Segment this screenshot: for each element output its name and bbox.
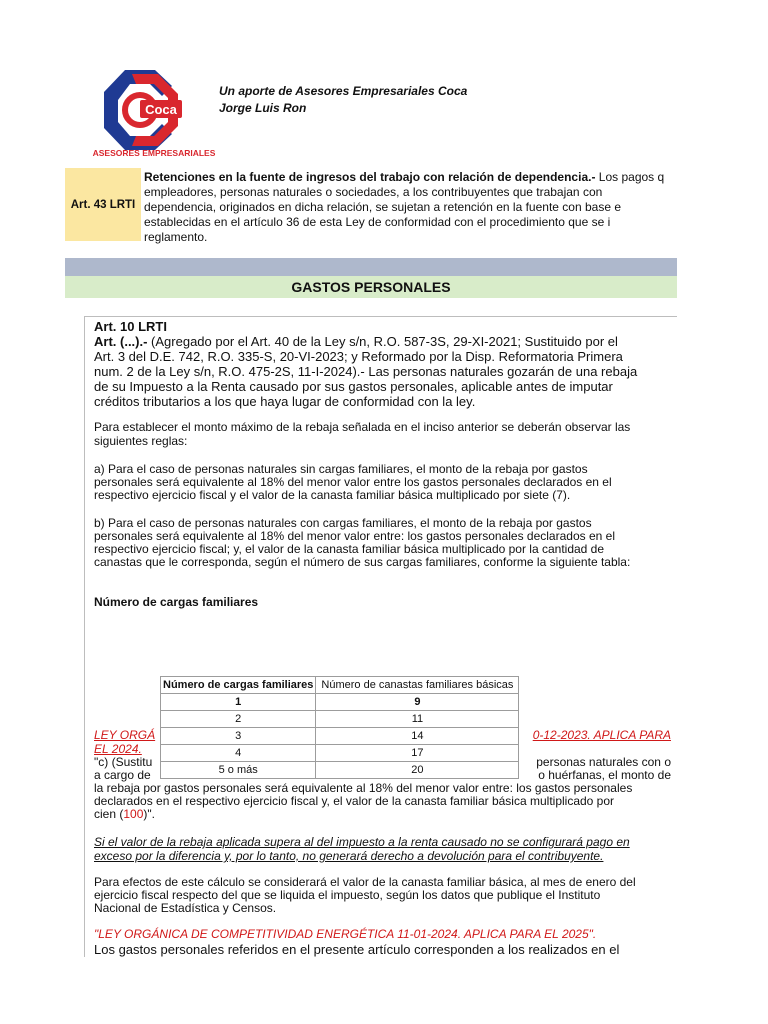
section-divider-bar bbox=[65, 258, 677, 276]
si-line-1: Si el valor de la rebaja aplicada supera al del impuesto a la renta causado no se configurará pago en bbox=[94, 835, 630, 849]
art10-line-1-rest: (Agregado por el Art. 40 de la Ley s/n, R.O. 587-3S, 29-XI-2021; Sustituido por el bbox=[147, 334, 618, 349]
efectos-line-1: Para efectos de este cálculo se considerará el valor de la canasta familiar básica, al mes de enero del bbox=[94, 875, 636, 889]
table-header-cargas: Número de cargas familiares bbox=[161, 677, 316, 694]
reglas-line-2: siguientes reglas: bbox=[94, 434, 188, 448]
table-cell-cargas: 2 bbox=[161, 711, 316, 728]
table-cell-cargas: 4 bbox=[161, 745, 316, 762]
table-cell-canastas: 20 bbox=[316, 762, 519, 779]
art10-line-1 bbox=[94, 335, 670, 350]
rule-a-line-2: personales será equivalente al 18% del menor valor entre los gastos personales declarados en el bbox=[94, 475, 612, 489]
art10-line-5: créditos tributarios a los que haya lugar de conformidad con la ley. bbox=[94, 394, 476, 409]
logo-caption: ASESORES EMPRESARIALES bbox=[92, 148, 216, 158]
rule-c-line-3: la rebaja por gastos personales será equivalente al 18% del menor valor entre: los gastos personales bbox=[94, 781, 633, 795]
si-line-2: exceso por la diferencia y, por lo tanto, no generará derecho a devolución para el contribuyente. bbox=[94, 849, 604, 863]
cargas-familiares-table bbox=[160, 676, 519, 779]
art43-line-1-rest: Los pagos q bbox=[595, 170, 665, 184]
art10-bold-prefix: Art. (...).- bbox=[94, 334, 148, 349]
art10-line-2: Art. 3 del D.E. 742, R.O. 335-S, 20-VI-2023; y Reformado por la Disp. Reformatoria Primera bbox=[94, 349, 623, 364]
art43-text bbox=[144, 170, 678, 245]
ley-2025-line: "LEY ORGÁNICA DE COMPETITIVIDAD ENERGÉTICA 11-01-2024. APLICA PARA EL 2025". bbox=[94, 927, 597, 941]
art43-line-3: dependencia, originados en dicha relación, se sujetan a retención en la fuente con base e bbox=[144, 200, 622, 214]
table-cell-canastas: 11 bbox=[316, 711, 519, 728]
table-header-row bbox=[161, 677, 519, 694]
rule-c-last-value: 100 bbox=[123, 807, 144, 821]
asesores-coca-logo bbox=[92, 64, 216, 160]
table-row bbox=[161, 745, 519, 762]
rule-b-line-3: respectivo ejercicio fiscal; y, el valor de la canasta familiar básica multiplicado por la cantidad de bbox=[94, 542, 605, 556]
rule-c-line-1-left: "c) (Sustitu bbox=[94, 755, 153, 769]
rule-c-line-4: declarados en el respectivo ejercicio fiscal y, el valor de la canasta familiar básica multiplicado por bbox=[94, 794, 615, 808]
art43-line-4: establecidas en el artículo 36 de esta Ley de conformidad con el procedimiento que se i bbox=[144, 215, 611, 229]
rule-b-line-4: canastas que le corresponda, según el número de sus cargas familiares, conforme la siguiente tabla: bbox=[94, 555, 631, 569]
art10-heading: Art. 10 LRTI bbox=[94, 319, 167, 334]
efectos-line-2: ejercicio fiscal respecto del que se liquida el impuesto, según los datos que publique el Instituto bbox=[94, 888, 601, 902]
ley-ref-left: LEY ORGÁ bbox=[94, 728, 156, 742]
table-cell-canastas: 14 bbox=[316, 728, 519, 745]
table-cell-canastas: 9 bbox=[316, 694, 519, 711]
table-caption: Número de cargas familiares bbox=[94, 595, 259, 609]
table-cell-cargas: 1 bbox=[161, 694, 316, 711]
table-row bbox=[161, 694, 519, 711]
rule-b-line-1: b) Para el caso de personas naturales con cargas familiares, el monto de la rebaja por gastos bbox=[94, 516, 592, 530]
efectos-line-3: Nacional de Estadística y Censos. bbox=[94, 901, 277, 915]
rule-a-line-1: a) Para el caso de personas naturales sin cargas familiares, el monto de la rebaja por gastos bbox=[94, 462, 588, 476]
credit-line-1: Un aporte de Asesores Empresariales Coca bbox=[219, 84, 468, 98]
table-row bbox=[161, 711, 519, 728]
art43-title: Retenciones en la fuente de ingresos del trabajo con relación de dependencia.- bbox=[144, 170, 596, 184]
credit-line-2: Jorge Luis Ron bbox=[219, 101, 307, 115]
art43-label: Art. 43 LRTI bbox=[65, 168, 141, 241]
rule-c-last-prefix: cien ( bbox=[94, 807, 124, 821]
logo-word: Coca bbox=[145, 102, 177, 117]
rule-c-line-5 bbox=[94, 808, 670, 822]
article-content bbox=[84, 316, 677, 957]
rule-a-line-3: respectivo ejercicio fiscal y el valor de la canasta familiar básica multiplicado por siete (7). bbox=[94, 488, 571, 502]
rule-c-last-suffix: )". bbox=[143, 807, 155, 821]
gastos-last-line: Los gastos personales referidos en el presente artículo corresponden a los realizados en el bbox=[94, 942, 620, 957]
table-cell-cargas: 3 bbox=[161, 728, 316, 745]
ley-ref-line-2: EL 2024. bbox=[94, 742, 142, 756]
table-header-canastas: Número de canastas familiares básicas bbox=[316, 677, 519, 694]
table-cell-cargas: 5 o más bbox=[161, 762, 316, 779]
rule-b-line-2: personales será equivalente al 18% del menor valor entre: los gastos personales declarados en el bbox=[94, 529, 615, 543]
art10-line-3: num. 2 de la Ley s/n, R.O. 475-2S, 11-I-2024).- Las personas naturales gozarán de una rebaja bbox=[94, 364, 638, 379]
art43-line-2: empleadores, personas naturales o sociedades, a los contribuyentes que trabajan con bbox=[144, 185, 603, 199]
art43-line-5: reglamento. bbox=[144, 230, 208, 244]
rule-c-line-1-right: personas naturales con o bbox=[536, 755, 671, 769]
art43-line-1 bbox=[144, 170, 678, 185]
table-row bbox=[161, 762, 519, 779]
art10-line-4: de su Impuesto a la Renta causado por sus gastos personales, aplicable antes de imputar bbox=[94, 379, 613, 394]
ley-ref-right: 0-12-2023. APLICA PARA bbox=[532, 728, 671, 742]
reglas-line-1: Para establecer el monto máximo de la rebaja señalada en el inciso anterior se deberán observar las bbox=[94, 420, 631, 434]
rule-c-line-2-right: o huérfanas, el monto de bbox=[538, 768, 671, 782]
rule-c-line-2-left: a cargo de bbox=[94, 768, 151, 782]
section-title: GASTOS PERSONALES bbox=[65, 276, 677, 298]
table-cell-canastas: 17 bbox=[316, 745, 519, 762]
table-row bbox=[161, 728, 519, 745]
